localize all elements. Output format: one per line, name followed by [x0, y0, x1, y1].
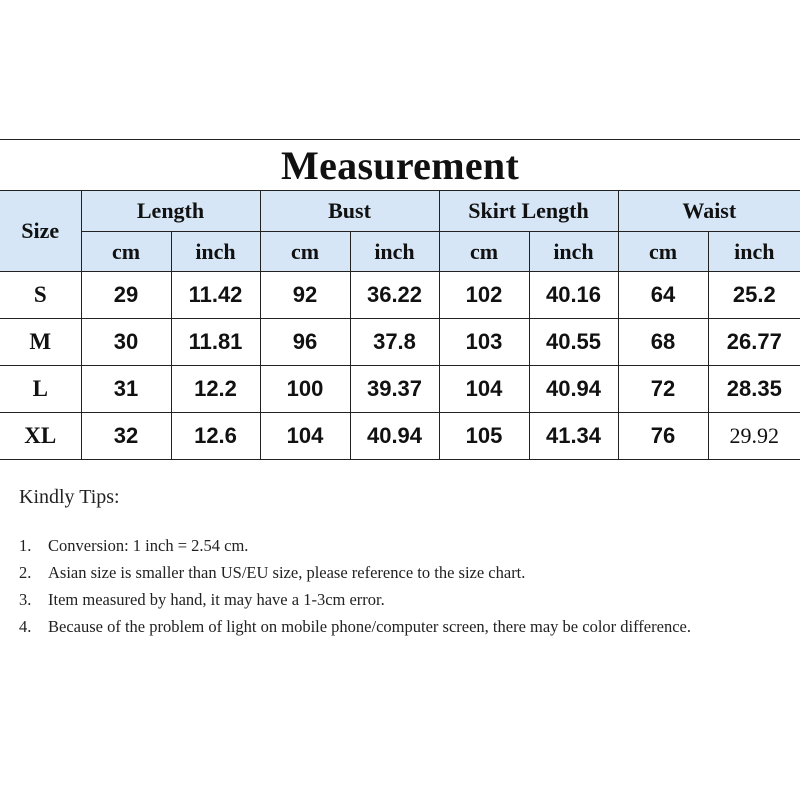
tip-text: Because of the problem of light on mobile phone/computer screen, there may be color difference.: [48, 617, 691, 636]
table-cell: 37.8: [350, 319, 439, 366]
unit-header-bust-cm: cm: [260, 232, 350, 272]
unit-header-waist-inch: inch: [708, 232, 800, 272]
table-cell: 12.2: [171, 366, 260, 413]
table-cell: 41.34: [529, 413, 618, 460]
table-cell: 29: [81, 272, 171, 319]
size-column-header: Size: [0, 191, 81, 272]
size-label: M: [0, 319, 81, 366]
table-cell: 31: [81, 366, 171, 413]
tip-text: Conversion: 1 inch = 2.54 cm.: [48, 536, 249, 555]
table-cell: 40.16: [529, 272, 618, 319]
unit-header-skirt-cm: cm: [439, 232, 529, 272]
table-cell: 100: [260, 366, 350, 413]
table-cell: 32: [81, 413, 171, 460]
table-cell: 36.22: [350, 272, 439, 319]
unit-header-length-cm: cm: [81, 232, 171, 272]
kindly-tips: [19, 483, 779, 641]
table-cell: 92: [260, 272, 350, 319]
group-header-skirt-length: Skirt Length: [439, 191, 618, 232]
unit-header-length-inch: inch: [171, 232, 260, 272]
table-cell: 29.92: [708, 413, 800, 460]
group-header-length: Length: [81, 191, 260, 232]
table-cell: 28.35: [708, 366, 800, 413]
table-cell: 12.6: [171, 413, 260, 460]
size-label: XL: [0, 413, 81, 460]
table-cell: 40.94: [350, 413, 439, 460]
tips-list: [19, 533, 779, 640]
tip-number: 1.: [19, 536, 32, 555]
tip-item: [19, 614, 779, 640]
table-cell: 40.94: [529, 366, 618, 413]
table-row: [0, 272, 800, 319]
tip-number: 2.: [19, 563, 32, 582]
table-cell: 26.77: [708, 319, 800, 366]
table-row: [0, 319, 800, 366]
group-header-bust: Bust: [260, 191, 439, 232]
table-cell: 103: [439, 319, 529, 366]
table-cell: 72: [618, 366, 708, 413]
measurement-table: [0, 139, 800, 460]
tip-item: [19, 533, 779, 559]
table-cell: 40.55: [529, 319, 618, 366]
size-label: S: [0, 272, 81, 319]
tip-text: Asian size is smaller than US/EU size, please reference to the size chart.: [48, 563, 526, 582]
table-cell: 30: [81, 319, 171, 366]
tip-number: 3.: [19, 590, 32, 609]
tip-item: [19, 560, 779, 586]
size-label: L: [0, 366, 81, 413]
unit-header-waist-cm: cm: [618, 232, 708, 272]
table-cell: 39.37: [350, 366, 439, 413]
table-title: Measurement: [0, 140, 800, 191]
table-cell: 102: [439, 272, 529, 319]
group-header-waist: Waist: [618, 191, 800, 232]
table-cell: 68: [618, 319, 708, 366]
table-cell: 11.42: [171, 272, 260, 319]
tip-text: Item measured by hand, it may have a 1-3cm error.: [48, 590, 385, 609]
table-cell: 104: [439, 366, 529, 413]
table-row: [0, 366, 800, 413]
table-cell: 11.81: [171, 319, 260, 366]
table-row: [0, 413, 800, 460]
table-cell: 104: [260, 413, 350, 460]
table-cell: 96: [260, 319, 350, 366]
tips-title: Kindly Tips:: [19, 486, 120, 508]
table-cell: 25.2: [708, 272, 800, 319]
tip-number: 4.: [19, 617, 32, 636]
unit-header-skirt-inch: inch: [529, 232, 618, 272]
table-cell: 105: [439, 413, 529, 460]
table-cell: 76: [618, 413, 708, 460]
tip-item: [19, 587, 779, 613]
table-cell: 64: [618, 272, 708, 319]
unit-header-bust-inch: inch: [350, 232, 439, 272]
